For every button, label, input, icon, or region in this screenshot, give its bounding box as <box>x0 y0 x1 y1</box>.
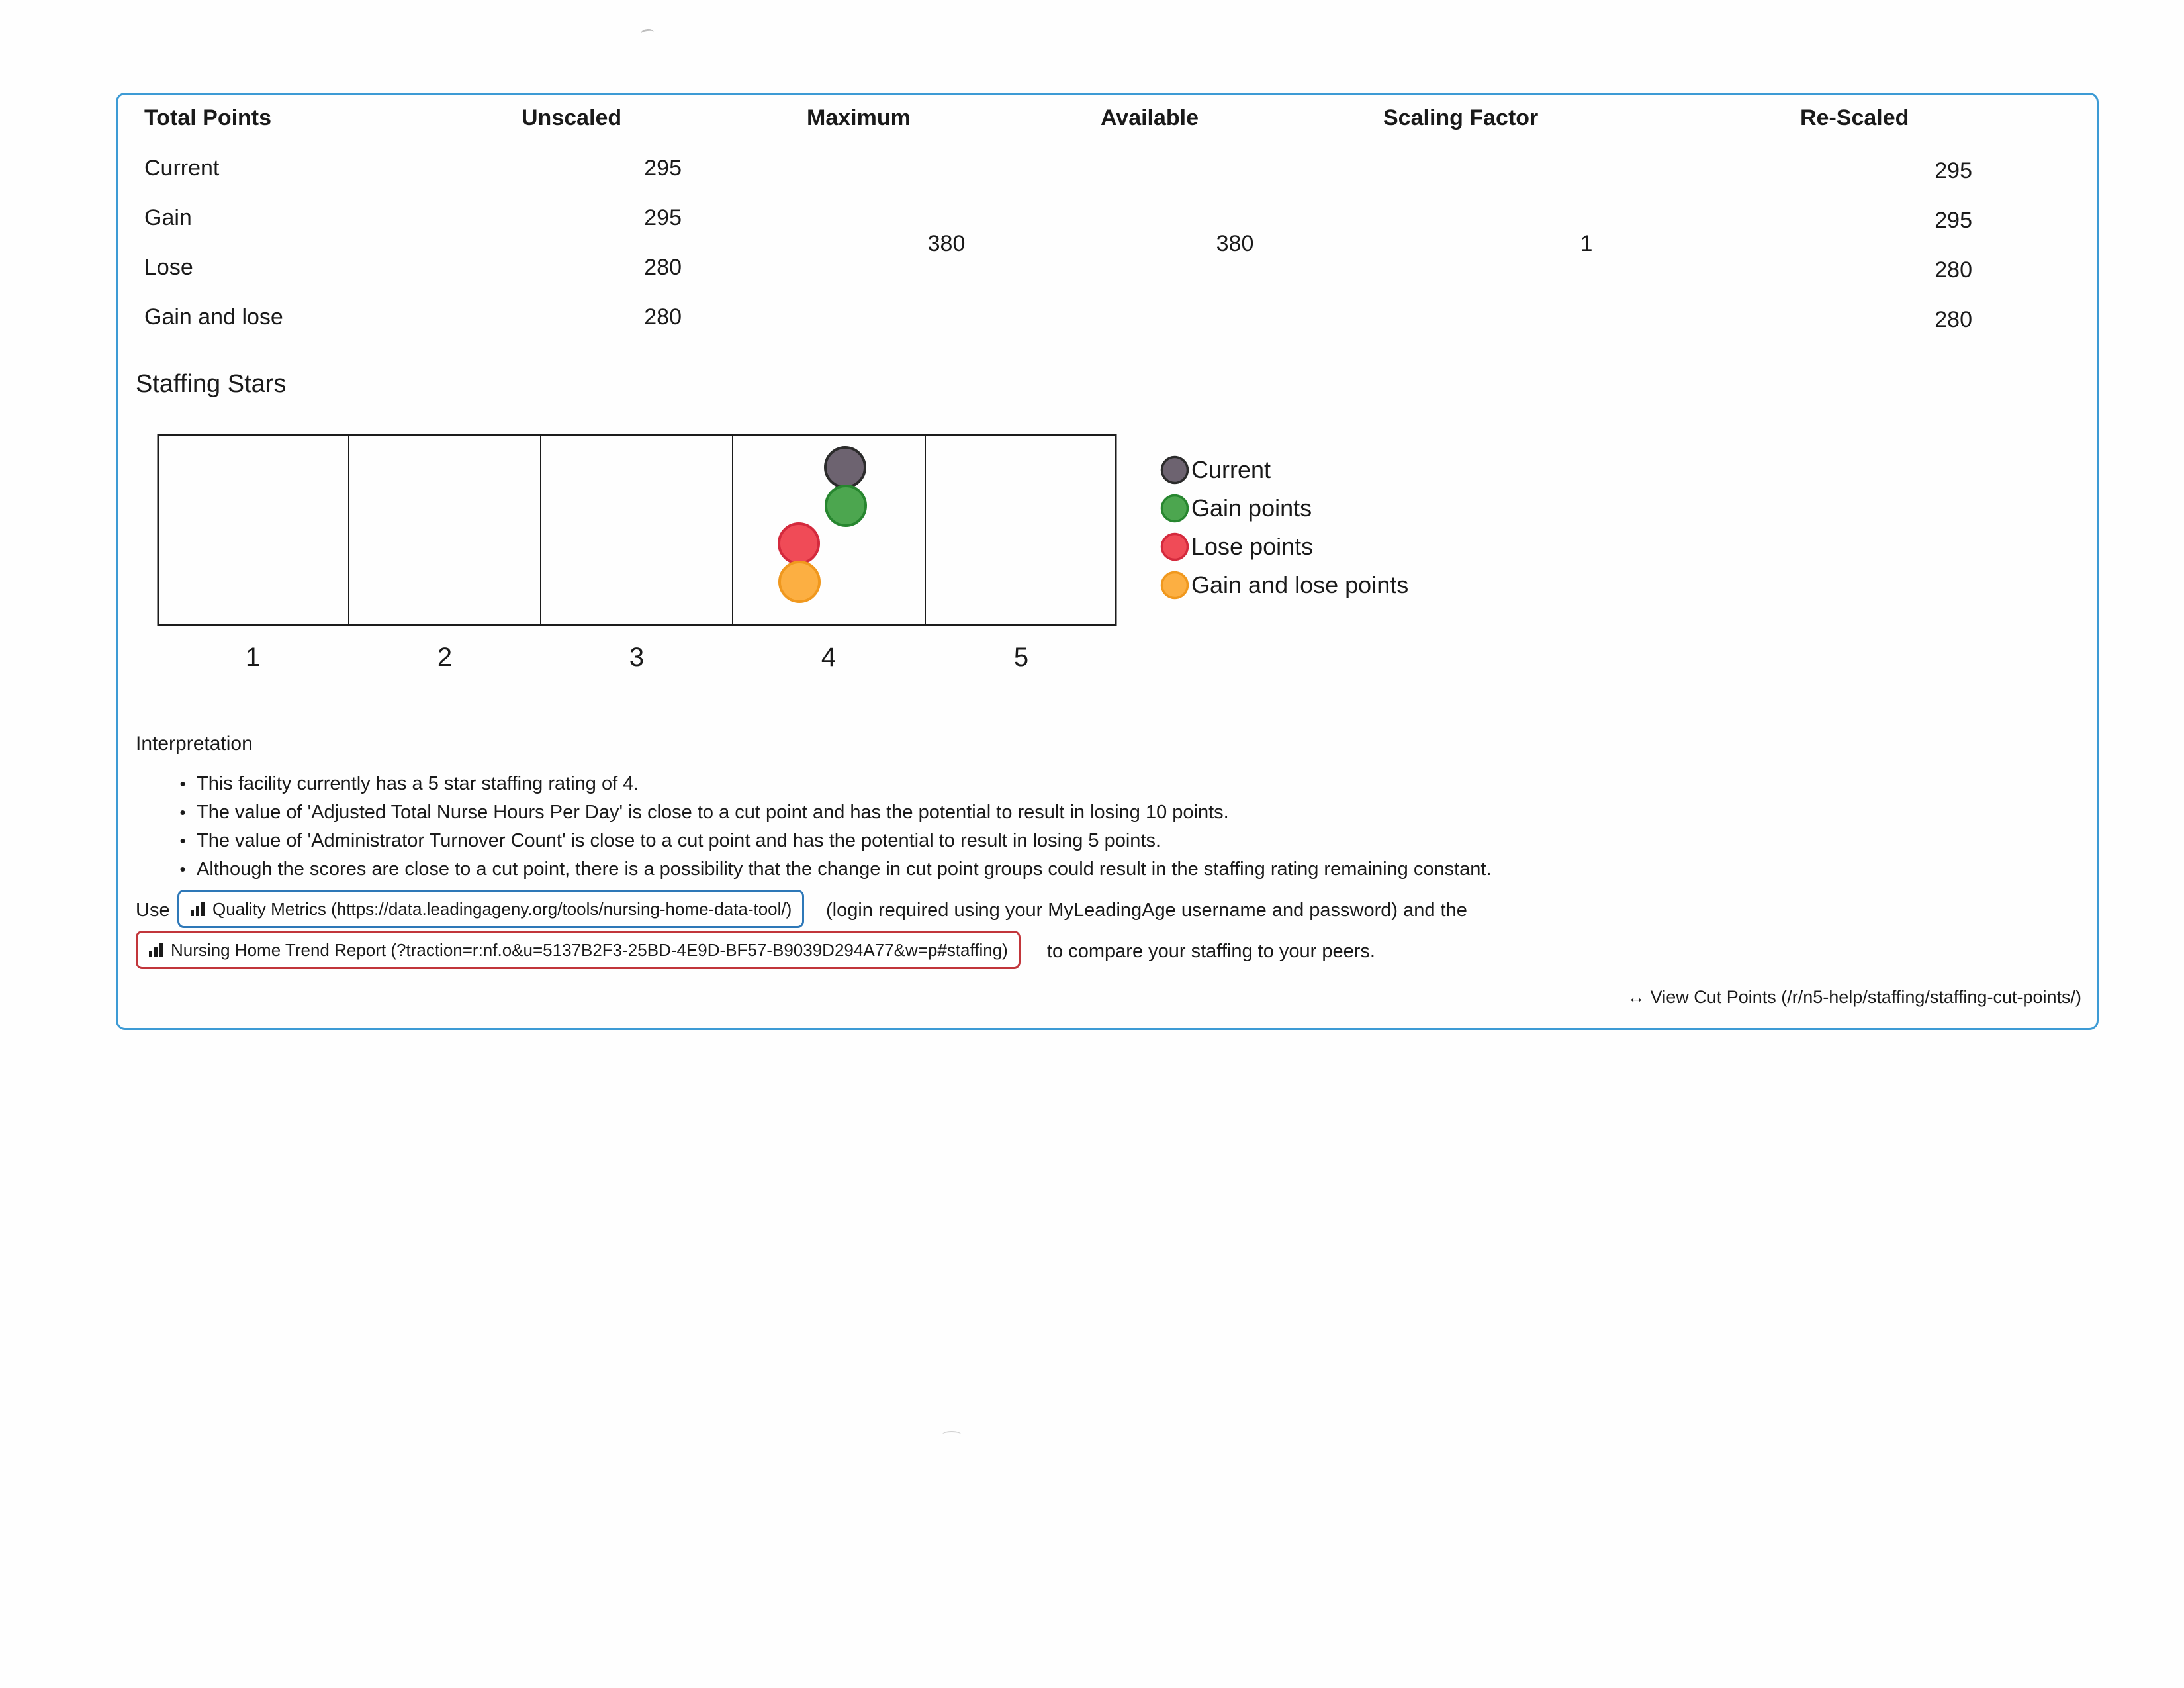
gain-and-lose-points-legend-swatch <box>1160 570 1190 600</box>
table-header-available: Available <box>1101 105 1199 130</box>
table-header-re-scaled: Re-Scaled <box>1800 105 1909 130</box>
current-legend-swatch <box>1160 455 1190 485</box>
unscaled-value-lose: 280 <box>644 255 682 280</box>
rescaled-value-current: 295 <box>1934 158 1972 183</box>
chart-legend <box>1160 455 1408 608</box>
quality-metrics-link[interactable] <box>177 890 804 928</box>
interpretation-bullet: This facility currently has a 5 star staffing rating of 4. <box>197 773 639 794</box>
row-label-gain: Gain <box>144 205 192 230</box>
bullet-icon: • <box>179 859 186 879</box>
lose-points-dot <box>779 524 819 563</box>
table-header-scaling-factor: Scaling Factor <box>1383 105 1539 130</box>
current-dot <box>825 447 865 487</box>
legend-label: Gain points <box>1191 494 1312 522</box>
gain-and-lose-points-dot <box>780 562 819 602</box>
chart-frame <box>158 435 1116 625</box>
list-item <box>169 802 1492 823</box>
rescaled-value-gain-and-lose: 280 <box>1934 307 1972 332</box>
bullet-icon: • <box>179 831 186 851</box>
scaling-factor-value: 1 <box>1580 231 1593 256</box>
row-label-current: Current <box>144 156 220 181</box>
staffing-stars-chart <box>157 434 1117 626</box>
view-cut-points-label: View Cut Points (/r/n5-help/staffing/staffing-cut-points/) <box>1650 987 2081 1007</box>
lose-points-legend-swatch <box>1160 532 1190 562</box>
rescaled-value-gain: 295 <box>1934 208 1972 233</box>
legend-item-gain-points <box>1160 493 1408 524</box>
compare-staffing-text: to compare your staffing to your peers. <box>1047 941 1375 962</box>
table-header-maximum: Maximum <box>807 105 911 130</box>
bar-chart-icon <box>190 901 206 917</box>
gain-points-dot <box>826 486 866 526</box>
bullet-icon: • <box>179 802 186 822</box>
axis-label-4: 4 <box>821 643 837 672</box>
legend-item-current <box>1160 455 1408 485</box>
unscaled-value-gain-and-lose: 280 <box>644 305 682 330</box>
legend-label: Current <box>1191 456 1271 483</box>
axis-label-1: 1 <box>245 643 261 672</box>
use-prefix-text: Use <box>136 900 170 921</box>
interpretation-title: Interpretation <box>136 733 253 755</box>
gain-points-legend-swatch <box>1160 493 1190 524</box>
scan-artifact-top <box>640 28 654 38</box>
table-header-total-points: Total Points <box>144 105 272 130</box>
login-required-text: (login required using your MyLeadingAge username and password) and the <box>826 900 1467 921</box>
row-label-lose: Lose <box>144 255 193 280</box>
unscaled-value-gain: 295 <box>644 205 682 230</box>
row-label-gain-and-lose: Gain and lose <box>144 305 283 330</box>
available-value: 380 <box>1216 231 1254 256</box>
trend-report-link-label: Nursing Home Trend Report (?traction=r:nf.o&u=5137B2F3-25BD-4E9D-BF57-B9039D294A77&w=p#staffing) <box>171 940 1008 960</box>
interpretation-bullet: The value of 'Administrator Turnover Count' is close to a cut point and has the potential to result in losing 5 points. <box>197 830 1161 851</box>
legend-item-gain-and-lose-points <box>1160 570 1408 600</box>
scan-artifact-bottom <box>942 1431 961 1438</box>
quality-metrics-link-label: Quality Metrics (https://data.leadingageny.org/tools/nursing-home-data-tool/) <box>212 899 792 919</box>
bar-chart-icon <box>148 942 164 958</box>
list-item <box>169 830 1492 852</box>
interpretation-bullet: The value of 'Adjusted Total Nurse Hours Per Day' is close to a cut point and has the potential to result in losing 10 points. <box>197 802 1229 823</box>
trend-report-link[interactable] <box>136 931 1021 969</box>
bullet-icon: • <box>179 774 186 794</box>
interpretation-list <box>169 773 1492 887</box>
interpretation-bullet: Although the scores are close to a cut point, there is a possibility that the change in cut point groups could result in the staffing rating remaining constant. <box>197 859 1492 880</box>
unscaled-value-current: 295 <box>644 156 682 181</box>
list-item <box>169 773 1492 795</box>
view-cut-points-link[interactable] <box>1588 986 2081 1008</box>
double-arrow-icon: ↔ <box>1627 987 1645 1007</box>
rescaled-value-lose: 280 <box>1934 258 1972 283</box>
axis-label-5: 5 <box>1013 643 1029 672</box>
list-item <box>169 859 1492 880</box>
table-header-unscaled: Unscaled <box>522 105 622 130</box>
legend-label: Gain and lose points <box>1191 571 1409 598</box>
maximum-value: 380 <box>927 231 966 256</box>
legend-label: Lose points <box>1191 533 1314 560</box>
legend-item-lose-points <box>1160 532 1408 562</box>
chart-title: Staffing Stars <box>136 370 287 398</box>
axis-label-3: 3 <box>629 643 645 672</box>
axis-label-2: 2 <box>437 643 453 672</box>
